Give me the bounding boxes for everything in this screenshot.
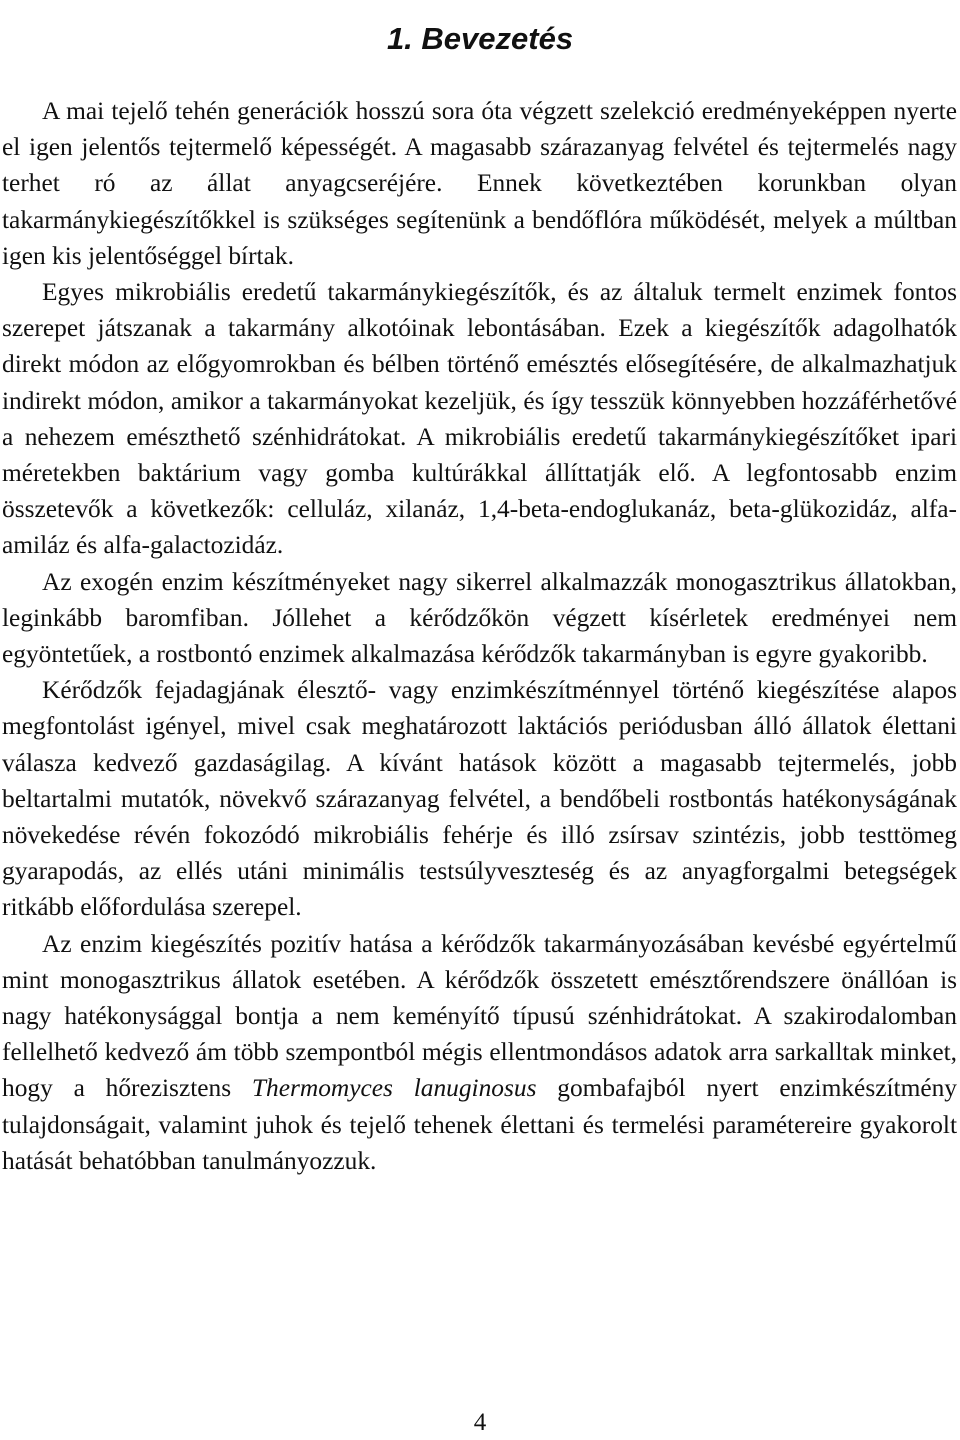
paragraph: Kérődzők fejadagjának élesztő- vagy enzimkészítménnyel történő kiegészítése alapos megfontolást igényel, mivel csak meghatározott laktációs periódusban álló állatok élettani válasza kedvező gazdaságilag. A kívánt hatások között a magasabb tejtermelés, jobb beltartalmi mutatók, növekvő szárazanyag felvétel, a bendőbeli rostbontás hatékonyságának növekedése révén fokozódó mikrobiális fehérje és illó zsírsav szintézis, jobb testtömeg gyarapodás, az ellés utáni minimális testsúlyveszteség és az anyagforgalmi betegségek ritkább előfordulása szerepel. <box>2 676 957 922</box>
paragraph: A mai tejelő tehén generációk hosszú sora óta végzett szelekció eredményeképpen nyerte el igen jelentős tejtermelő képességét. A magasabb szárazanyag felvétel és tejtermelés nagy terhet ró az állat anyagcseréjére. Ennek következtében korunkban olyan takarmánykiegészítőkkel is szükséges segítenünk a bendőflóra működését, melyek a múltban igen kis jelentőséggel bírtak. <box>2 97 957 270</box>
paragraph-text: Az enzim kiegészítés pozitív hatása a kérődzők takarmányozásában kevésbé egyértelmű mint monogasztrikus állatok esetében. A kérődzők összetett emésztőrendszere önállóan is nagy hatékonysággal bontja a nem keményítő típusú szénhidrátokat. A szakirodalomban fellelhető kedvező ám több szempontból mégis ellentmondásos adatok arra sarkalltak minket, hogy a hőrezisztens <box>2 929 957 1103</box>
paragraph: Egyes mikrobiális eredetű takarmánykiegészítők, és az általuk termelt enzimek fontos szerepet játszanak a takarmány alkotóinak lebontásában. Ezek a kiegészítők adagolhatók direkt módon az előgyomrokban és bélben történő emésztés elősegítésére, de alkalmazhatjuk indirekt módon, amikor a takarmányokat kezeljük, és így tesszük könnyebben hozzáférhetővé a nehezem emészthető szénhidrátokat. A mikrobiális eredetű takarmánykiegészítőket ipari méretekben baktárium vagy gomba kultúrákkal állíttatják elő. A legfontosabb enzim összetevők a következők: celluláz, xilanáz, 1,4-beta-endoglukanáz, beta-glükozidáz, alfa-amiláz és alfa-galactozidáz. <box>2 278 957 560</box>
page-number: 4 <box>473 1409 487 1436</box>
paragraph-text: gombafajból nyert enzimkészítmény tulajdonságait, valamint juhok és tejelő tehenek élettani és termelési paramétereire gyakorolt hatását behatóbban tanulmányozzuk. <box>2 1074 957 1175</box>
paragraph <box>2 926 957 1179</box>
species-name: Thermomyces lanuginosus <box>251 1074 537 1103</box>
paragraph: Az exogén enzim készítményeket nagy sikerrel alkalmazzák monogasztrikus állatokban, leginkább baromfiban. Jóllehet a kérődzőkön végzett kísérletek eredményei nem egyöntetűek, a rostbontó enzimek alkalmazása kérődzők takarmányban is egyre gyakoribb. <box>2 567 957 669</box>
page-title: 1. Bevezetés <box>386 20 574 56</box>
body-text <box>2 93 957 1179</box>
